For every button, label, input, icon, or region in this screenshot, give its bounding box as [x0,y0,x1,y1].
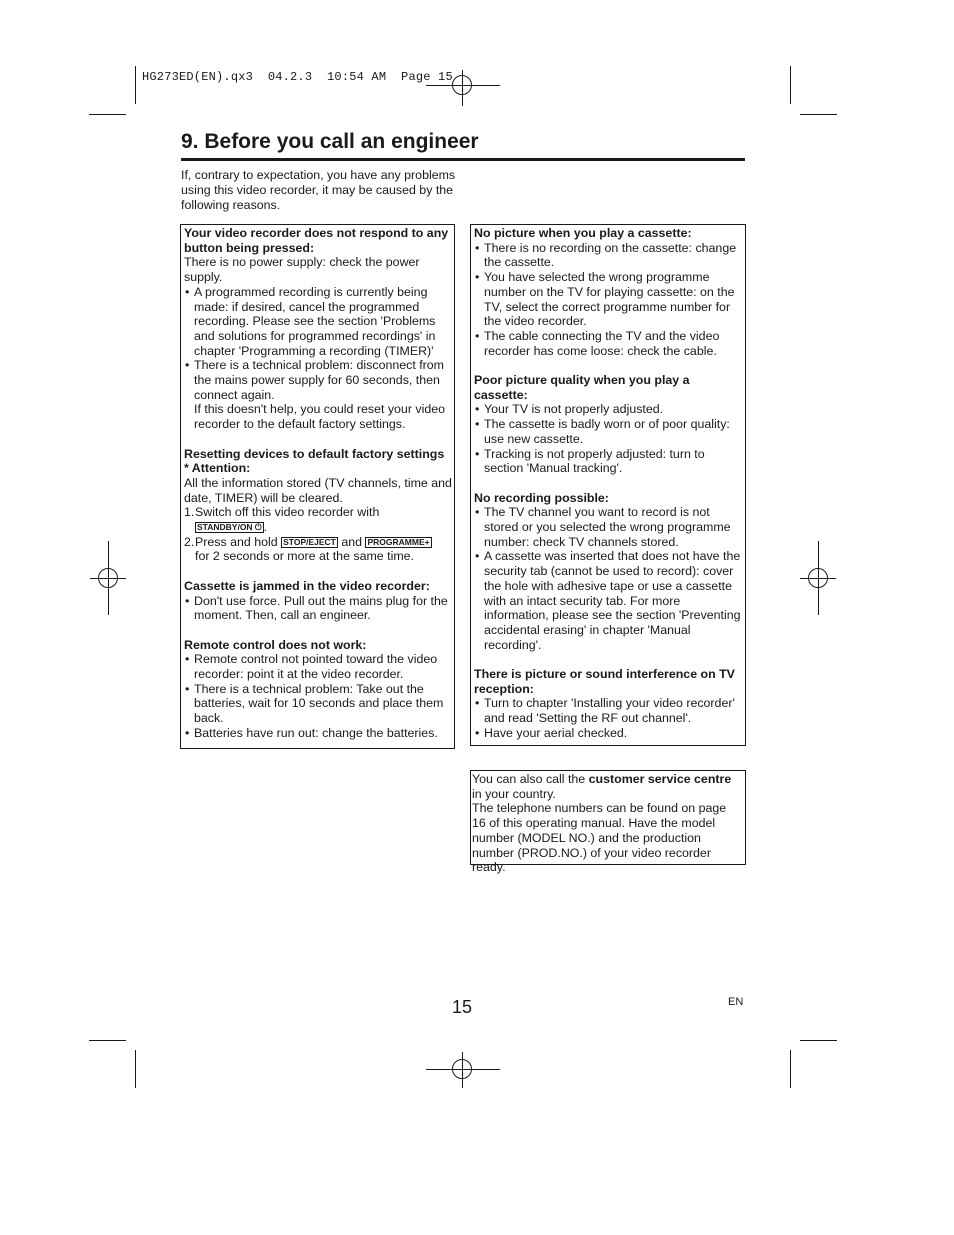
crop-mark [790,1050,791,1088]
intro-text: If, contrary to expectation, you have any problems using this video recorder, it may be caused by the following reasons. [181,168,456,212]
section-text: There is no power supply: check the power supply. [184,255,420,285]
list-item: • Tracking is not properly adjusted: turn to section 'Manual tracking'. [474,447,743,476]
slug-line: HG273ED(EN).qx3 04.2.3 10:54 AM Page 15 [142,70,453,84]
section-heading: No picture when you play a cassette: [474,226,692,240]
section-heading: There is picture or sound interference on TV reception: [474,667,735,696]
section-heading: Remote control does not work: [184,637,367,652]
section-jammed [184,579,452,623]
service-text-2: The telephone numbers can be found on page 16 of this operating manual. Have the model number (MODEL NO.) and the production number (PROD.NO.) of your video recorder ready. [472,801,727,875]
step-end: . [263,520,268,535]
crop-mark [790,66,791,104]
list-item: • There is no recording on the cassette: change the cassette. [474,241,743,270]
section-heading: Cassette is jammed in the video recorder: [184,578,430,593]
crop-mark [135,66,136,104]
troubleshooting-box-left [180,224,455,749]
service-centre-label: customer service centre [588,772,732,786]
section-no-picture [474,226,743,358]
section-heading: Poor picture quality when you play a cassette: [474,373,690,402]
bullet-list [474,696,743,740]
step-end: for 2 seconds or more at the same time. [195,549,414,564]
bullet-list [474,505,743,652]
bullet-list [184,285,452,432]
troubleshooting-box-right [470,224,746,746]
bullet-list [184,652,452,740]
customer-service-box [470,770,746,875]
service-text-after: in your country. [472,786,556,801]
list-item: • The cable connecting the TV and the video recorder has come loose: check the cable. [474,329,743,358]
page-number: 15 [452,997,473,1017]
section-heading: No recording possible: [474,490,609,505]
list-item: • The TV channel you want to record is not stored or you selected the wrong programme number: check TV channels stored. [474,505,743,549]
list-item-text: There is a technical problem: disconnect from the mains power supply for 60 seconds, then connect again. [194,358,444,402]
bullet-list [474,241,743,359]
section-no-recording [474,491,743,653]
service-text-before: You can also call the [472,772,586,786]
crop-mark [89,1040,126,1041]
section-reset [184,447,452,565]
programme-plus-key-label: PROGRAMME+ [367,536,430,547]
section-interference [474,667,743,741]
list-item [184,358,452,432]
stop-eject-key-label: STOP/EJECT [283,536,336,547]
bullet-list [184,594,452,623]
list-item: • There is a technical problem: Take out the batteries, wait for 10 seconds and place them back. [184,682,452,726]
standby-key-label: STANDBY/ON ⏻ [197,522,262,533]
list-item: • The cassette is badly worn or of poor quality: use new cassette. [474,417,743,446]
step-text: Press and hold [195,534,278,549]
attention-label: * Attention: [184,461,251,476]
section-remote [184,638,452,741]
list-item: • You have selected the wrong programme number on the TV for playing cassette: on the TV, select the correct programme number for the video recorder. [474,270,743,329]
list-item: • A programmed recording is currently being made: if desired, cancel the programmed recording. Please see the section 'Problems and solutions for programmed recordings' in chapter 'Programming a recording (TIMER)' [184,285,452,359]
list-item: • Don't use force. Pull out the mains plug for the moment. Then, call an engineer. [184,594,452,623]
section-heading: Resetting devices to default factory settings [184,446,445,461]
bullet-list [474,402,743,476]
section-poor-picture [474,373,743,476]
list-item: • Have your aerial checked. [474,726,743,741]
list-item: • Batteries have run out: change the batteries. [184,726,452,741]
list-item: • Your TV is not properly adjusted. [474,402,743,417]
crop-mark [800,114,837,115]
title-rule [181,158,745,161]
crop-mark [135,1050,136,1088]
step-number: 1. [184,505,195,520]
step-number: 2. [184,534,195,549]
crop-mark [800,1040,837,1041]
section-heading: Your video recorder does not respond to any button being pressed: [184,226,449,255]
step-text: Switch off this video recorder with [195,505,380,520]
crop-mark [89,114,126,115]
service-text [472,772,742,801]
language-label: EN [728,996,744,1008]
page-title: 9. Before you call an engineer [181,130,479,153]
list-item: • Turn to chapter 'Installing your video recorder' and read 'Setting the RF out channel'. [474,696,743,725]
step-item [184,505,452,534]
section-text: All the information stored (TV channels, time and date, TIMER) will be cleared. [184,475,452,505]
step-list [184,505,452,564]
list-item-continuation: If this doesn't help, you could reset your video recorder to the default factory settings. [194,402,446,432]
list-item: • A cassette was inserted that does not have the security tab (cannot be used to record): cover the hole with adhesive tape or use a cassette with an intact security tab. For more information, please see the section 'Preventing accidental erasing' in chapter 'Manual recording'. [474,549,743,652]
list-item: • Remote control not pointed toward the video recorder: point it at the video recorder. [184,652,452,681]
step-item [184,535,452,564]
step-and: and [341,534,363,549]
section-no-response [184,226,452,432]
